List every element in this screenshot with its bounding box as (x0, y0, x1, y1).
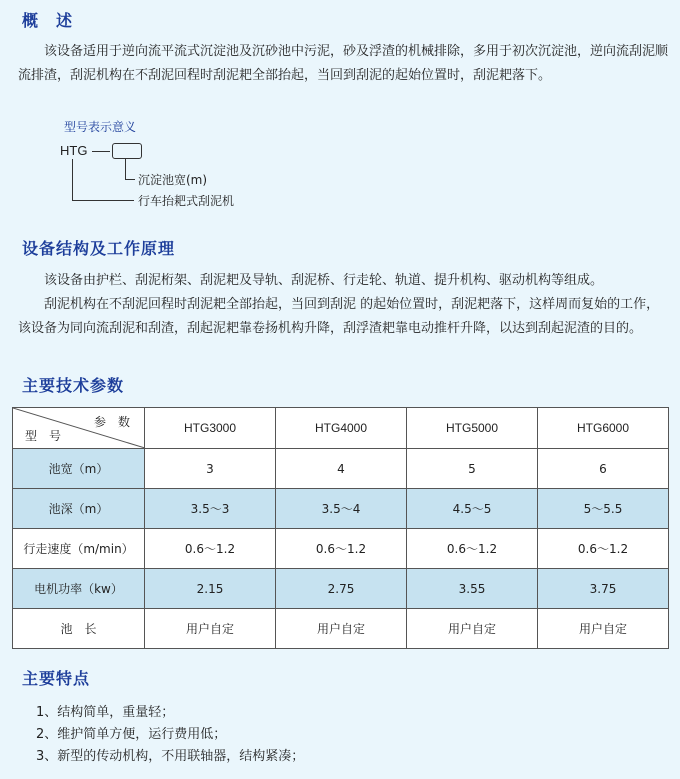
table-header-row (13, 408, 669, 449)
params-heading: 主要技术参数 (22, 376, 125, 395)
table-cell: 5 (407, 449, 538, 489)
table-row (13, 489, 669, 529)
table-cell: 0.6～1.2 (145, 529, 276, 569)
row-label: 池宽（m） (13, 449, 145, 489)
table-cell: 3.75 (538, 569, 669, 609)
table-row (13, 529, 669, 569)
table-cell: 2.75 (276, 569, 407, 609)
structure-paragraph-2: 刮泥机构在不刮泥回程时刮泥耙全部抬起，当回到刮泥 的起始位置时，刮泥耙落下，这样周而复始的工作，该设备为同向流刮泥和刮渣，刮起泥耙靠卷扬机构升降，刮浮渣耙靠电动推杆升降，以达到刮起泥渣的目的。 (18, 297, 660, 336)
corner-param-label: 参 数 (93, 415, 130, 429)
table-cell: 3.5～4 (276, 489, 407, 529)
table-row (13, 449, 669, 489)
row-label: 电机功率（kw） (13, 569, 145, 609)
corner-model-label: 型 号 (25, 429, 62, 443)
features-list (36, 702, 304, 768)
table-cell: 4.5～5 (407, 489, 538, 529)
table-cell: 3.5～3 (145, 489, 276, 529)
model-label-type: 行车抬耙式刮泥机 (138, 194, 235, 208)
row-label: 池深（m） (13, 489, 145, 529)
model-header: HTG3000 (145, 408, 276, 449)
model-header: HTG5000 (407, 408, 538, 449)
row-label: 池 长 (13, 609, 145, 649)
structure-paragraph-1: 该设备由护栏、刮泥桁架、刮泥耙及导轨、刮泥桥、行走轮、轨道、提升机构、驱动机构等组成。 (44, 273, 604, 288)
list-item: 1、结构简单，重量轻； (36, 705, 175, 720)
model-dash (92, 151, 110, 152)
model-header: HTG6000 (538, 408, 669, 449)
table-cell: 0.6～1.2 (276, 529, 407, 569)
table-cell: 2.15 (145, 569, 276, 609)
leader-line-type (72, 159, 73, 200)
list-item: 2、维护简单方便，运行费用低； (36, 727, 227, 742)
table-cell: 6 (538, 449, 669, 489)
overview-heading: 概 述 (22, 11, 74, 30)
model-width-box (112, 143, 142, 159)
table-cell: 4 (276, 449, 407, 489)
table-cell: 3.55 (407, 569, 538, 609)
model-meaning-caption: 型号表示意义 (64, 120, 137, 134)
model-code: HTG (60, 143, 88, 158)
table-cell: 0.6～1.2 (407, 529, 538, 569)
model-label-width: 沉淀池宽(m) (138, 173, 208, 187)
overview-paragraph: 该设备适用于逆向流平流式沉淀池及沉砂池中污泥，砂及浮渣的机械排除，多用于初次沉淀池，逆向流刮泥顺流排渣，刮泥机构在不刮泥回程时刮泥耙全部抬起，当回到刮泥的起始位置时，刮泥耙落下。 (18, 44, 669, 83)
table-cell: 3 (145, 449, 276, 489)
table-cell: 用户自定 (145, 609, 276, 649)
table-cell: 用户自定 (407, 609, 538, 649)
model-header: HTG4000 (276, 408, 407, 449)
list-item: 3、新型的传动机构，不用联轴器，结构紧凑； (36, 749, 305, 764)
params-table (12, 407, 669, 649)
table-cell: 用户自定 (276, 609, 407, 649)
table-cell: 0.6～1.2 (538, 529, 669, 569)
table-cell: 用户自定 (538, 609, 669, 649)
table-row (13, 569, 669, 609)
features-heading: 主要特点 (22, 669, 91, 688)
corner-cell (13, 408, 145, 449)
leader-line-width (125, 159, 126, 179)
table-row (13, 609, 669, 649)
table-cell: 5～5.5 (538, 489, 669, 529)
structure-paragraphs (18, 269, 668, 341)
leader-line-type-h (72, 200, 134, 201)
row-label: 行走速度（m/min） (13, 529, 145, 569)
leader-line-width-h (125, 179, 135, 180)
structure-heading: 设备结构及工作原理 (22, 239, 176, 258)
